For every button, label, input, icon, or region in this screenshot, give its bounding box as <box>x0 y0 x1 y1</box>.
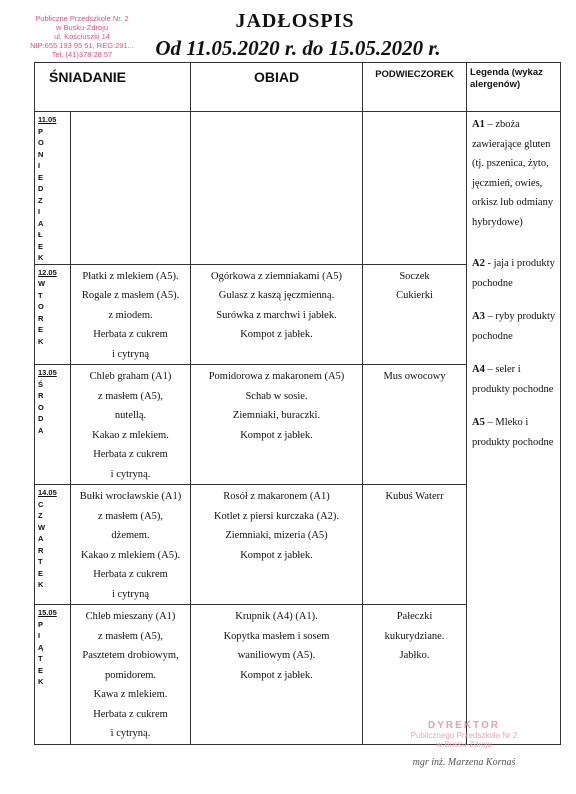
stamp-line: NIP:655 193 95 51, REG:291... <box>30 41 134 50</box>
allergen-legend <box>467 112 561 745</box>
day-name: C Z W A R T E K <box>38 499 46 589</box>
breakfast-cell: Chleb mieszany (A1) z masłem (A5), Pasztetem drobiowym, pomidorem. Kawa z mlekiem. Herbata z cukrem i cytryną. <box>71 605 191 745</box>
legend-item: A5 – Mleko i produkty pochodne <box>472 417 554 448</box>
day-name: P O N I E D Z I A Ł E K <box>38 126 44 262</box>
day-row-monday <box>35 112 561 265</box>
lunch-cell: Rosół z makaronem (A1) Kotlet z piersi kurczaka (A2). Ziemniaki, mizeria (A5) Kompot z jabłek. <box>191 485 363 605</box>
snack-cell: Soczek Cukierki <box>363 264 467 365</box>
legend-item: A2 - jaja i produkty pochodne <box>472 258 555 289</box>
day-label <box>35 264 71 365</box>
breakfast-cell: Bułki wrocławskie (A1) z masłem (A5), dżemem. Kakao z mlekiem (A5). Herbata z cukrem i cytryną <box>71 485 191 605</box>
day-label <box>35 485 71 605</box>
day-name: W T O R E K <box>38 279 46 346</box>
signature-name: mgr inż. Marzena Kornaś <box>412 757 516 768</box>
column-snack: PODWIECZOREK <box>363 63 467 112</box>
column-legend: Legenda (wykaz alergenów) <box>467 63 561 112</box>
day-date: 15.05 <box>38 608 57 617</box>
lunch-cell: Ogórkowa z ziemniakami (A5) Gulasz z kaszą jęczmienną. Surówka z marchwi i jabłek. Kompot z jabłek. <box>191 264 363 365</box>
column-breakfast: ŚNIADANIE <box>35 63 191 112</box>
day-date: 12.05 <box>38 267 57 277</box>
day-label <box>35 112 71 265</box>
breakfast-cell: Chleb graham (A1) z masłem (A5), nutellą. Kakao z mlekiem. Herbata z cukrem i cytryną. <box>71 365 191 485</box>
stamp-line: w Busku-Zdroju <box>55 23 109 32</box>
page-title: JADŁOSPIS <box>235 10 355 32</box>
header-row <box>35 63 561 112</box>
snack-cell: Mus owocowy <box>363 365 467 485</box>
day-date: 11.05 <box>38 115 57 124</box>
snack-cell <box>363 112 467 265</box>
legend-item: A1 – zboża zawierające gluten (tj. pszenica, żyto, jęczmień, owies, orkisz lub odmiany hybrydowe) <box>472 119 554 228</box>
legend-item: A4 – seler i produkty pochodne <box>472 364 554 395</box>
stamp-line: Tel. (41)378 28 57 <box>51 50 113 59</box>
date-range: Od 11.05.2020 r. do 15.05.2020 r. <box>155 36 441 60</box>
snack-cell: Pałeczki kukurydziane. Jabłko. <box>363 605 467 745</box>
lunch-cell <box>191 112 363 265</box>
breakfast-cell: Płatki z mlekiem (A5). Rogale z masłem (A5). z miodem. Herbata z cukrem i cytryną <box>71 264 191 365</box>
lunch-cell: Krupnik (A4) (A1). Kopytka masłem i sosem waniliowym (A5). Kompot z jabłek. <box>191 605 363 745</box>
signature-title: DYREKTOR <box>428 720 500 731</box>
signature-stamp-line: w Busku-Zdroju <box>436 740 492 749</box>
lunch-cell: Pomidorowa z makaronem (A5) Schab w sosie. Ziemniaki, buraczki. Kompot z jabłek. <box>191 365 363 485</box>
day-name: P I Ą T E K <box>38 619 44 686</box>
day-date: 13.05 <box>38 368 57 377</box>
snack-cell: Kubuś Waterr <box>363 485 467 605</box>
director-signature <box>384 720 544 768</box>
column-lunch: OBIAD <box>191 63 363 112</box>
stamp-line: ul. Kościuszki 14 <box>54 32 110 41</box>
day-label <box>35 605 71 745</box>
breakfast-cell <box>71 112 191 265</box>
signature-stamp-line: Publicznego Przedszkola Nr 2 <box>410 731 518 740</box>
day-label <box>35 365 71 485</box>
stamp-line: Publiczne Przedszkole Nr. 2 <box>35 14 129 23</box>
menu-table <box>34 62 561 745</box>
legend-item: A3 – ryby produkty pochodne <box>472 311 556 342</box>
day-name: Ś R O D A <box>38 379 44 435</box>
day-date: 14.05 <box>38 488 57 497</box>
